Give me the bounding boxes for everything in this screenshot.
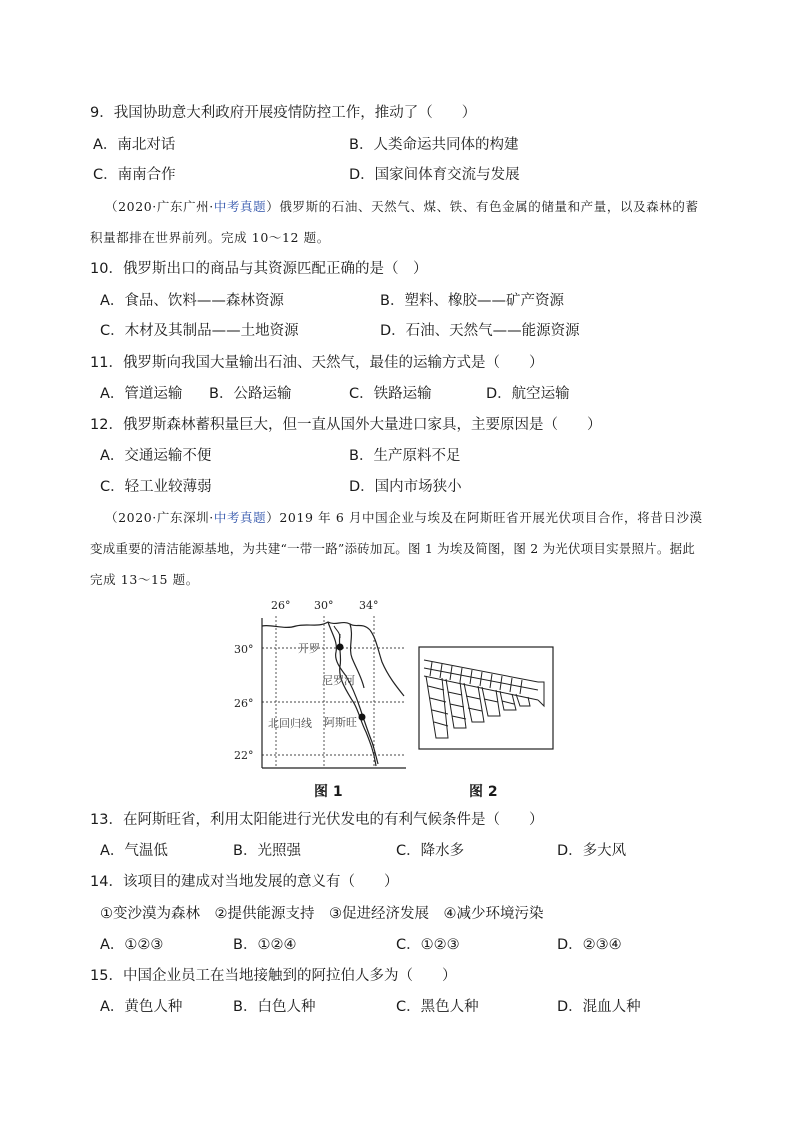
question-12-stem: 12．俄罗斯森林蓄积量巨大，但一直从国外大量进口家具，主要原因是（ ）: [90, 417, 602, 433]
q10-option-d: D．石油、天然气——能源资源: [380, 323, 580, 339]
q14-option-a: A．①②③: [100, 937, 164, 953]
intro-body: ）俄罗斯的石油、天然气、煤、铁、有色金属的储量和产量，以及森林的蓄: [266, 199, 699, 214]
question-15-stem: 15．中国企业员工在当地接触到的阿拉伯人多为（ ）: [90, 968, 457, 984]
q12-option-d: D．国内市场狭小: [349, 479, 462, 495]
intro-13-15-line2: 变成重要的清洁能源基地，为共建“一带一路”添砖加瓦。图 1 为埃及简图，图 2 为光伏项目实景照片。据此: [90, 541, 695, 556]
lat-label-26: 26°: [234, 697, 254, 710]
nile-label: 尼罗河: [322, 674, 355, 687]
source-tag: 中考真题: [213, 510, 267, 525]
q10-option-c: C．木材及其制品——土地资源: [100, 323, 299, 339]
coastline: [262, 622, 404, 764]
source-tag: 中考真题: [213, 199, 267, 214]
question-11-stem: 11．俄罗斯向我国大量输出石油、天然气，最佳的运输方式是（ ）: [90, 355, 544, 371]
photo-frame: [419, 647, 553, 749]
intro-10-12-line1: [105, 198, 699, 216]
figure-2-caption: 图 2: [469, 784, 498, 800]
q14-option-b: B．①②④: [233, 937, 297, 953]
aswan-point: [359, 714, 366, 721]
q15-option-d: D．混血人种: [557, 999, 641, 1015]
q10-option-a: A．食品、饮料——森林资源: [100, 293, 284, 309]
q15-option-b: B．白色人种: [233, 999, 316, 1015]
intro-10-12-line2: 积量都排在世界前列。完成 10～12 题。: [90, 230, 330, 245]
solar-project-photo: [418, 646, 554, 750]
q15-option-a: A．黄色人种: [100, 999, 183, 1015]
egypt-map-figure: [228, 596, 410, 776]
q11-option-c: C．铁路运输: [349, 386, 432, 402]
intro-13-15-line3: 完成 13～15 题。: [90, 572, 199, 587]
question-9-stem: 9．我国协助意大利政府开展疫情防控工作，推动了（ ）: [90, 105, 477, 121]
q13-option-c: C．降水多: [396, 843, 465, 859]
lon-label-26: 26°: [271, 599, 291, 612]
q10-option-b: B．塑料、橡胶——矿产资源: [380, 293, 564, 309]
q11-option-a: A．管道运输: [100, 386, 183, 402]
q12-option-b: B．生产原料不足: [349, 448, 461, 464]
q13-option-d: D．多大风: [557, 843, 627, 859]
q13-option-b: B．光照强: [233, 843, 301, 859]
map-frame: [262, 618, 406, 768]
question-10-stem: 10．俄罗斯出口的商品与其资源匹配正确的是（ ）: [90, 261, 428, 277]
figure-1-caption: 图 1: [314, 784, 343, 800]
q11-option-b: B．公路运输: [209, 386, 292, 402]
intro-body: ）2019 年 6 月中国企业与埃及在阿斯旺省开展光伏项目合作，将昔日沙漠: [266, 510, 703, 525]
q13-option-a: A．气温低: [100, 843, 168, 859]
q11-option-d: D．航空运输: [486, 386, 570, 402]
lat-label-22: 22°: [234, 749, 254, 762]
q14-statements: ①变沙漠为森林 ②提供能源支持 ③促进经济发展 ④减少环境污染: [100, 906, 544, 922]
lat-label-30: 30°: [234, 643, 254, 656]
q9-option-d: D．国家间体育交流与发展: [349, 167, 520, 183]
intro-source-prefix: （2020·广东深圳·: [105, 510, 214, 525]
lon-label-34: 34°: [359, 599, 379, 612]
q9-option-c: C．南南合作: [93, 167, 176, 183]
question-13-stem: 13．在阿斯旺省，利用太阳能进行光伏发电的有利气候条件是（ ）: [90, 812, 544, 828]
tropic-label: 北回归线: [268, 717, 312, 730]
intro-source-prefix: （2020·广东广州·: [105, 199, 214, 214]
q12-option-c: C．轻工业较薄弱: [100, 479, 212, 495]
question-14-stem: 14．该项目的建成对当地发展的意义有（ ）: [90, 874, 399, 890]
lon-label-30: 30°: [314, 599, 334, 612]
cairo-point: [337, 644, 344, 651]
aswan-label: 阿斯旺: [324, 716, 357, 729]
q9-option-a: A．南北对话: [93, 137, 176, 153]
q14-option-c: C．①②③: [396, 937, 460, 953]
intro-13-15-line1: [105, 509, 703, 527]
q15-option-c: C．黑色人种: [396, 999, 479, 1015]
q9-option-b: B．人类命运共同体的构建: [349, 137, 519, 153]
q12-option-a: A．交通运输不便: [100, 448, 212, 464]
q14-option-d: D．②③④: [557, 937, 622, 953]
cairo-label: 开罗: [298, 642, 320, 655]
